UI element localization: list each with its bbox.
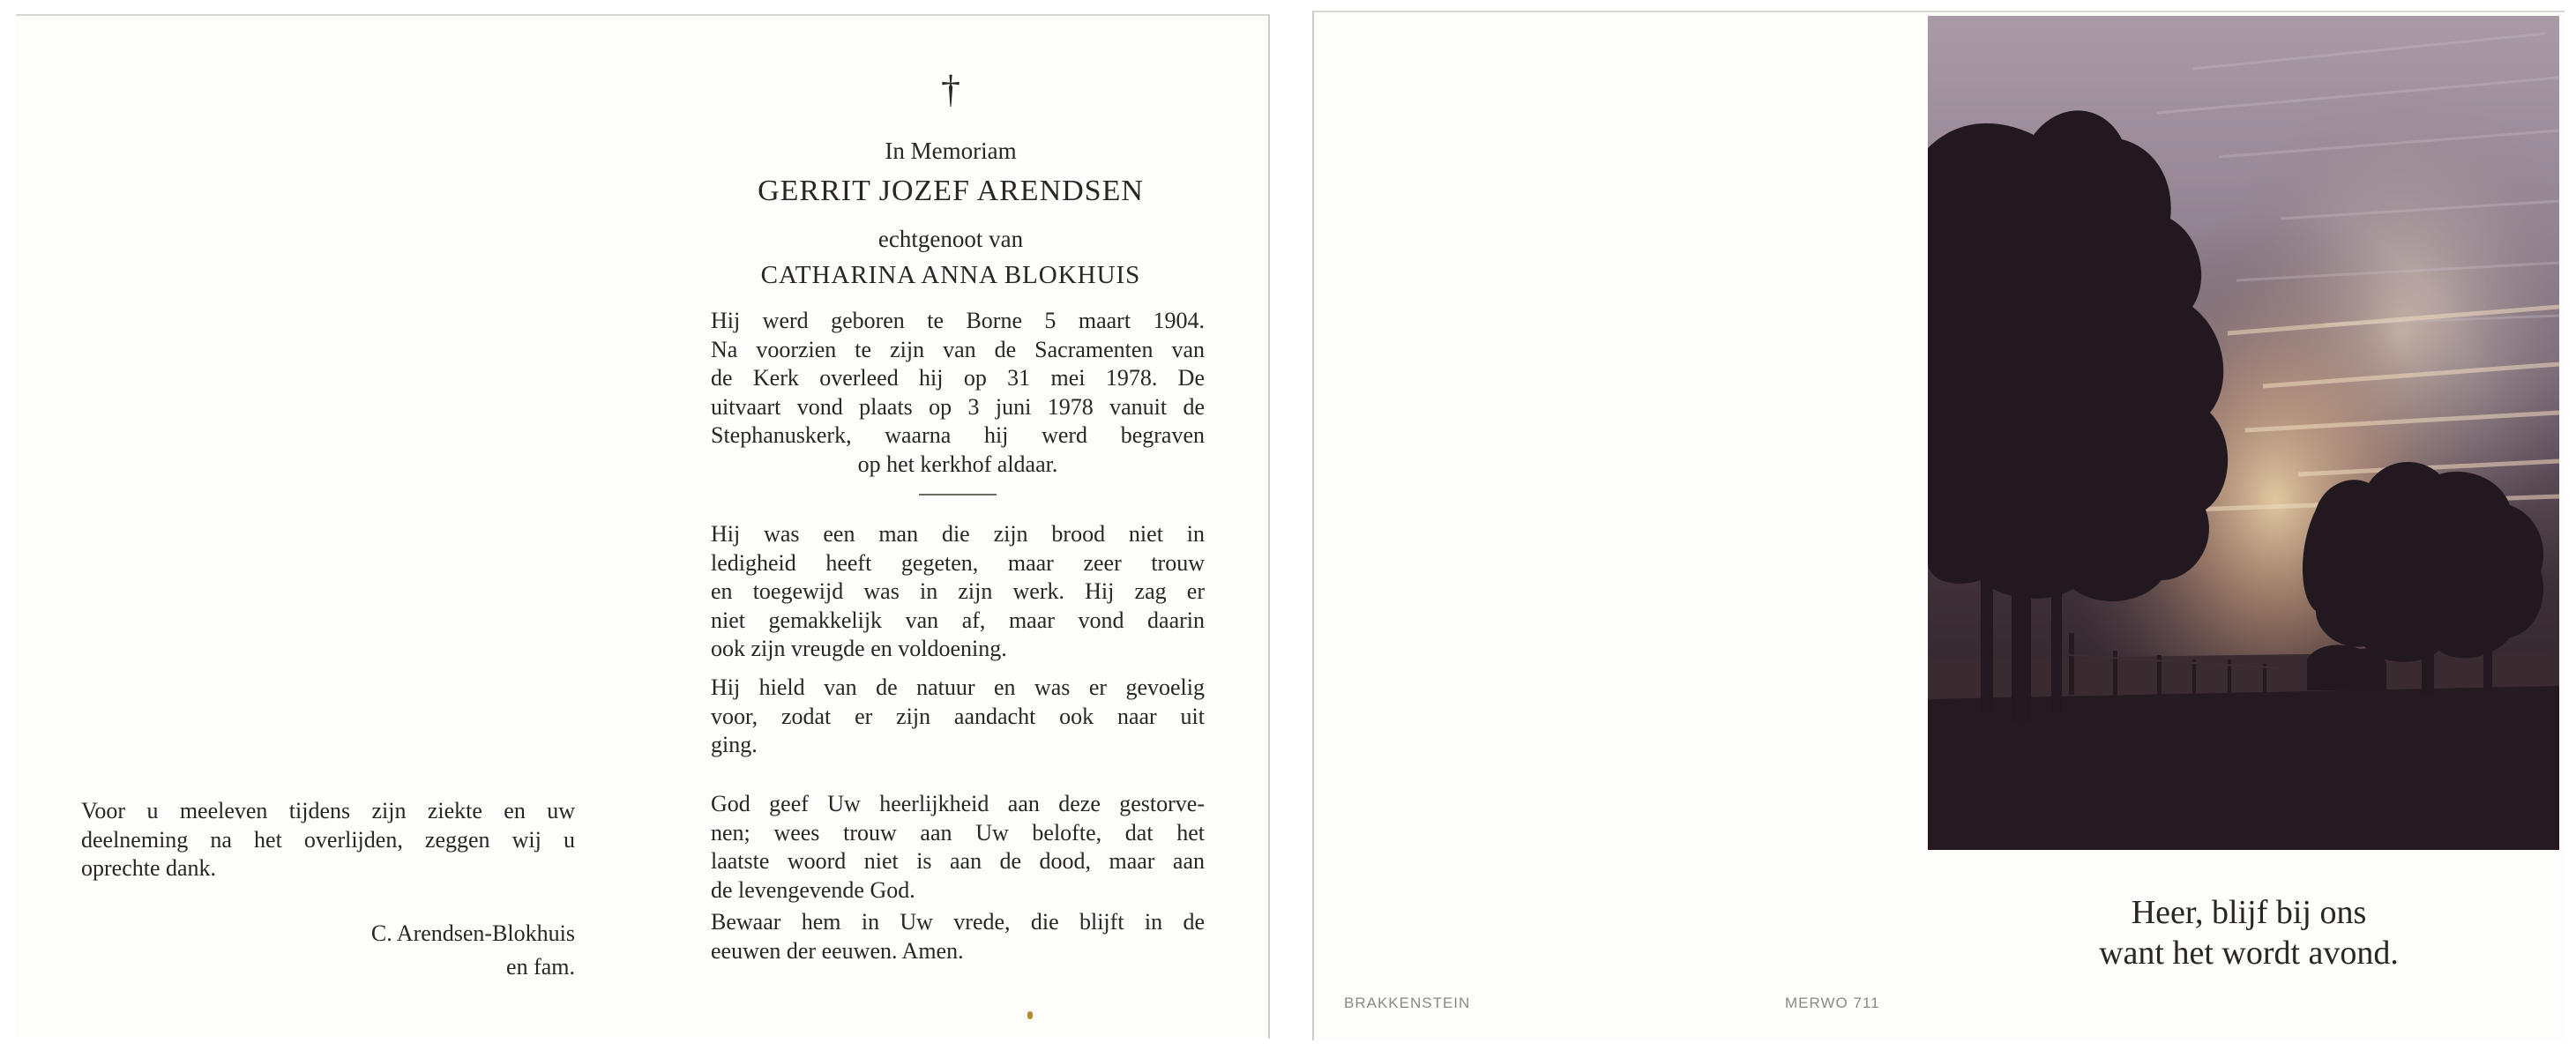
signature-line: en fam. xyxy=(506,954,575,980)
text-line: deelneming na het overlijden, zeggen wij u xyxy=(81,826,575,853)
text-line: oprechte dank. xyxy=(81,855,217,881)
text-line: niet gemakkelijk van af, maar vond daarin xyxy=(711,607,1205,633)
memoriam-heading: In Memoriam xyxy=(885,138,1017,164)
nature-paragraph xyxy=(711,674,1205,760)
paper-speck xyxy=(1027,1011,1033,1019)
text-line: de levengevende God. xyxy=(711,876,915,903)
text-line: Hij was een man die zijn brood niet in xyxy=(711,521,1205,547)
text-line: ook zijn vreugde en voldoening. xyxy=(711,636,1007,661)
spouse-name: CATHARINA ANNA BLOKHUIS xyxy=(760,261,1141,289)
text-line: voor, zodat er zijn aandacht ook naar uit xyxy=(711,703,1205,729)
sunset-landscape-photo xyxy=(1928,16,2559,850)
spouse-label: echtgenoot van xyxy=(877,226,1024,252)
text-line: laatste woord niet is aan de dood, maar aan xyxy=(711,848,1205,874)
bio-line: op het kerkhof aldaar. xyxy=(857,451,1058,477)
text-line: eeuwen der eeuwen. Amen. xyxy=(711,937,964,964)
biography-paragraph xyxy=(711,307,1205,479)
text-line: nen; wees trouw aan Uw belofte, dat het xyxy=(711,819,1205,846)
verse-line: Heer, blijf bij ons xyxy=(2131,894,2367,931)
character-paragraph xyxy=(711,520,1205,664)
bio-line: Stephanuskerk, waarna hij werd begraven xyxy=(711,422,1205,448)
text-line: God geef Uw heerlijkheid aan deze gestorve- xyxy=(711,791,1205,816)
prayer-paragraph xyxy=(711,790,1205,905)
bio-line: Na voorzien te zijn van de Sacramenten van xyxy=(711,336,1205,362)
cross-icon: † xyxy=(941,68,960,111)
blessing-paragraph xyxy=(711,908,1205,965)
verse-text xyxy=(1984,892,2513,973)
deceased-name: GERRIT JOZEF ARENDSEN xyxy=(758,175,1144,207)
text-line: Voor u meeleven tijdens zijn ziekte en uw xyxy=(81,798,575,823)
text-line: Bewaar hem in Uw vrede, die blijft in de xyxy=(711,909,1205,935)
text-line: ledigheid heeft gegeten, maar zeer trouw xyxy=(711,549,1205,576)
sunset-photo-svg xyxy=(1928,16,2559,850)
divider-rule xyxy=(919,494,997,495)
bio-line: de Kerk overleed hij op 31 mei 1978. De xyxy=(711,365,1205,391)
bio-line: uitvaart vond plaats op 3 juni 1978 vanuit de xyxy=(711,393,1205,420)
signature-line: C. Arendsen-Blokhuis xyxy=(370,920,575,946)
print-code: MERWO 711 xyxy=(1785,995,1880,1011)
verse-line: want het wordt avond. xyxy=(2099,935,2399,972)
thanks-paragraph xyxy=(81,797,575,883)
bio-line: Hij werd geboren te Borne 5 maart 1904. xyxy=(711,308,1205,333)
signature xyxy=(265,917,575,984)
publisher-label: BRAKKENSTEIN xyxy=(1344,995,1471,1011)
text-line: Hij hield van de natuur en was er gevoelig xyxy=(711,674,1205,700)
text-line: ging. xyxy=(711,732,758,757)
text-line: en toegewijd was in zijn werk. Hij zag er xyxy=(711,578,1205,604)
